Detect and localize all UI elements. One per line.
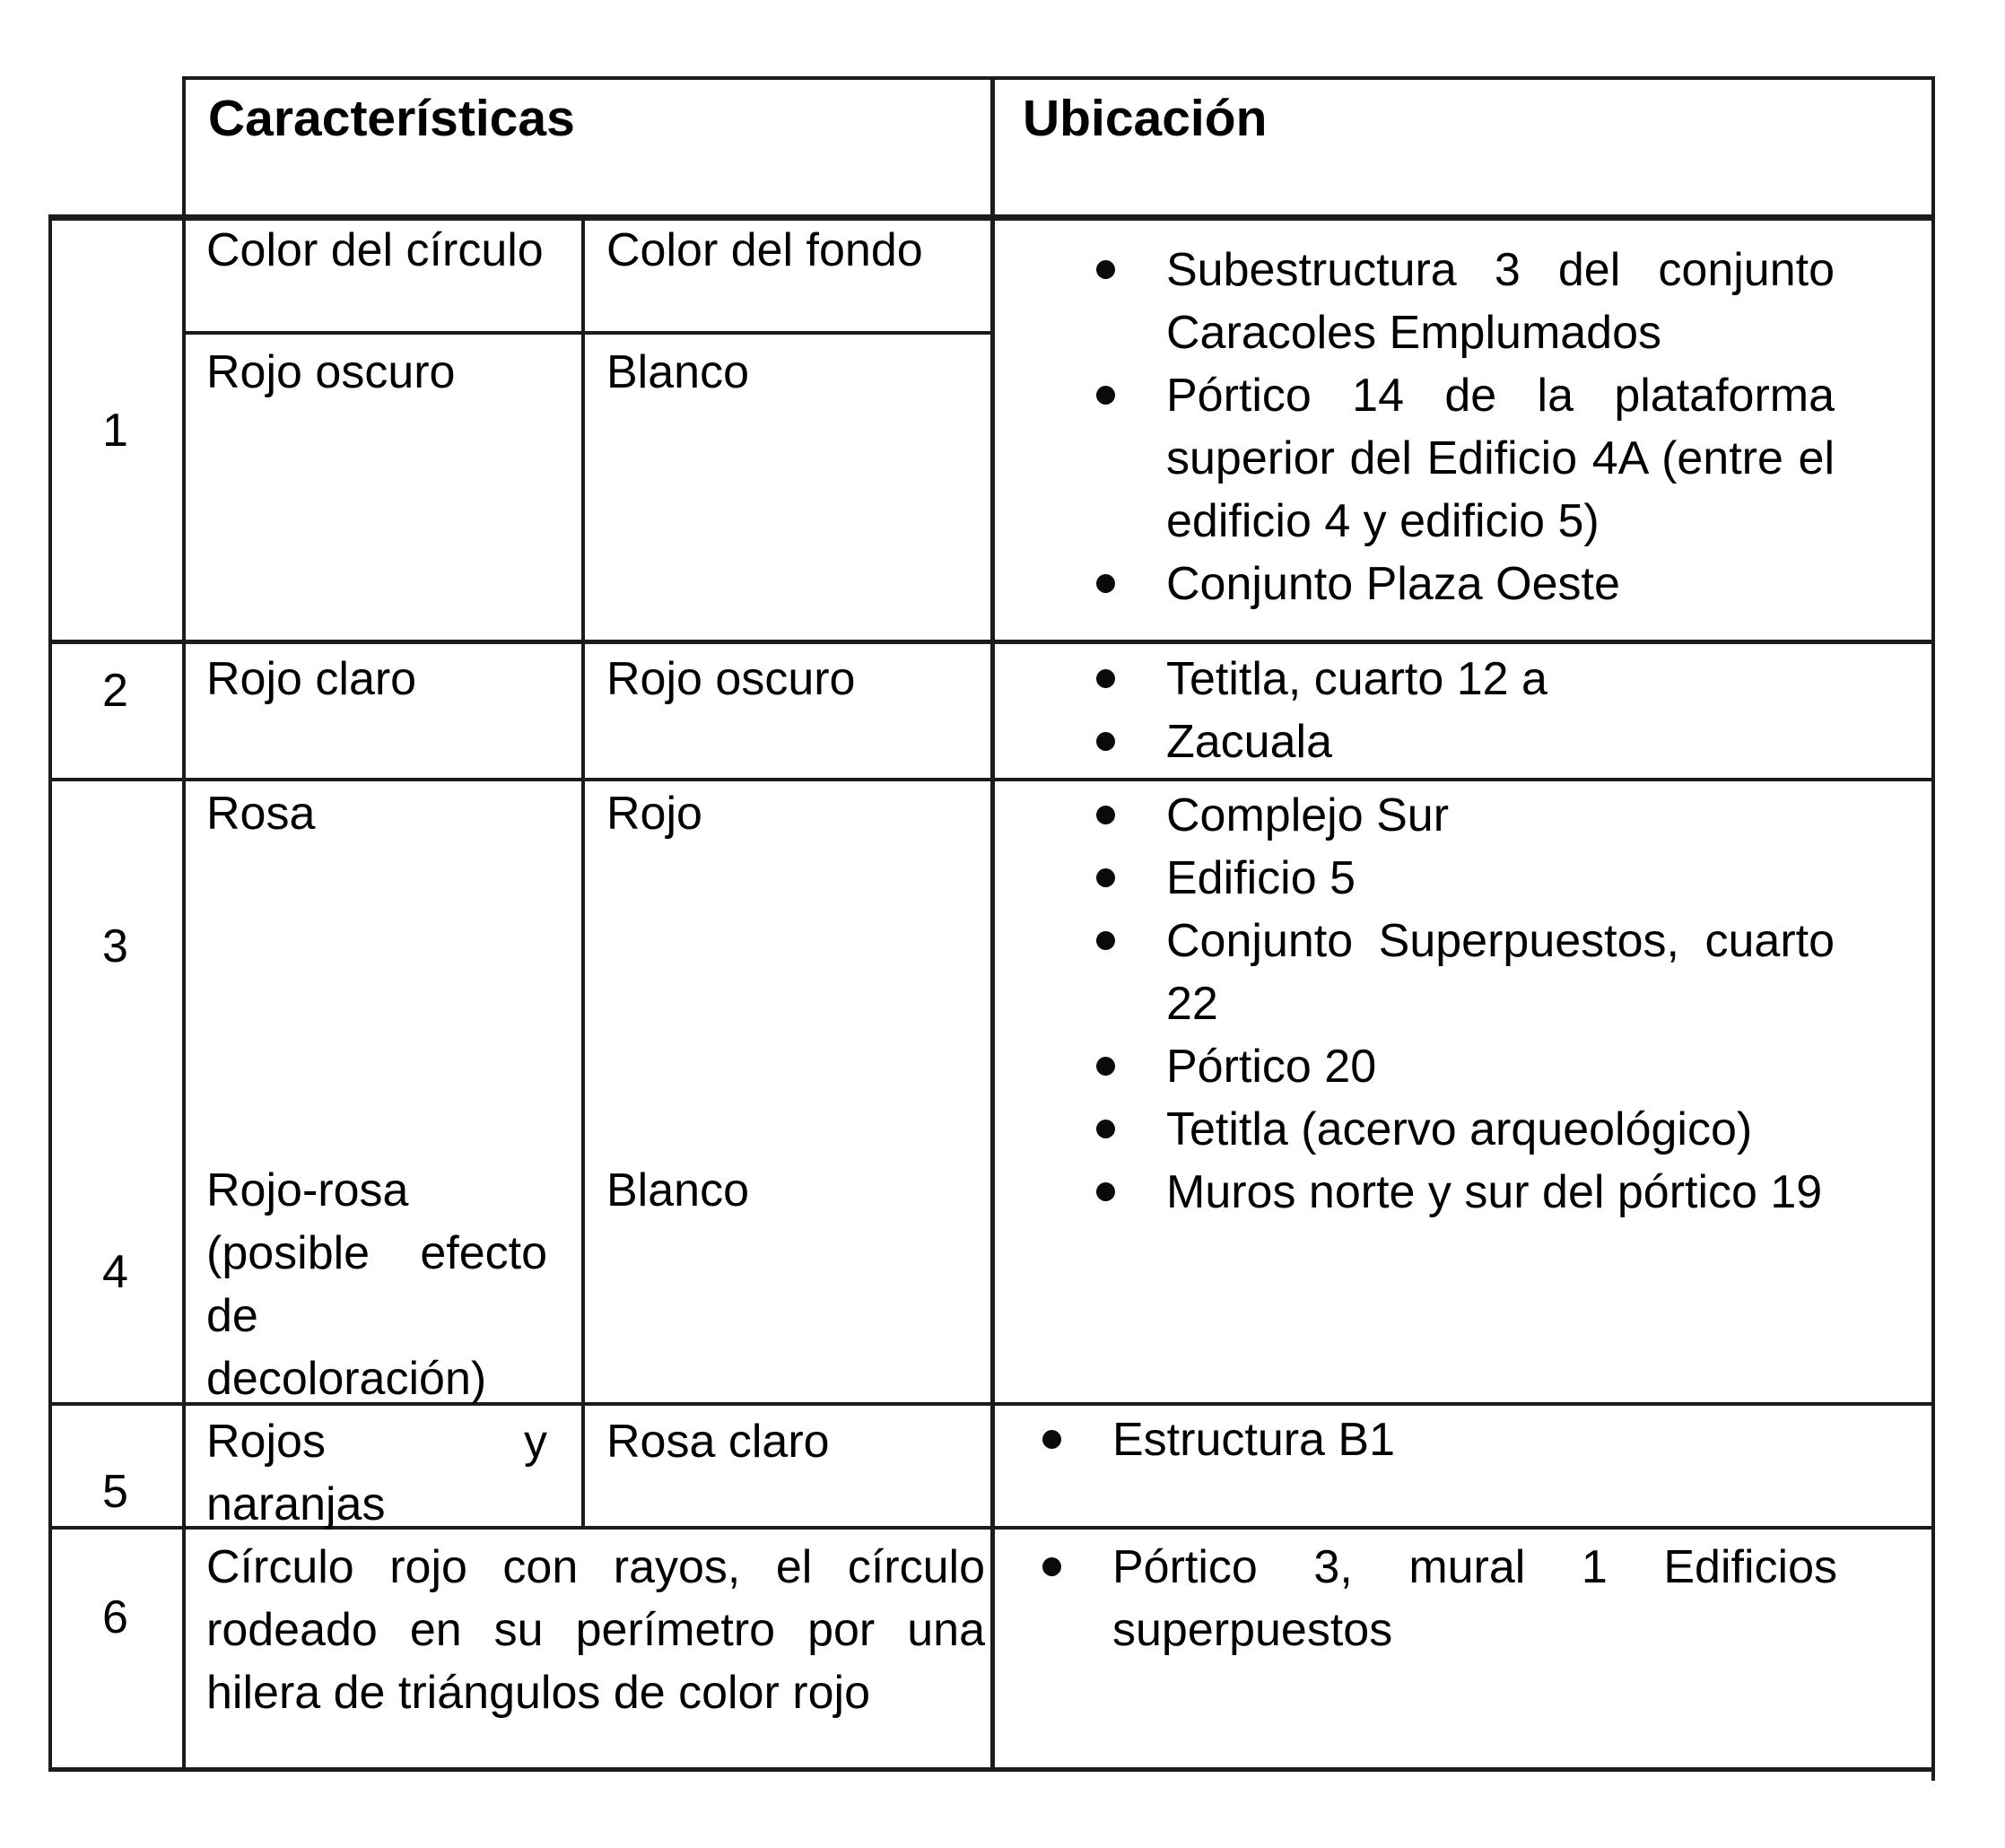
subheader-circle-color: Color del círculo xyxy=(206,224,544,276)
subheader-background-color: Color del fondo xyxy=(606,224,923,276)
row6-location-list xyxy=(1041,1536,1837,1661)
bullet-icon xyxy=(1096,1057,1115,1076)
list-item xyxy=(1094,710,1835,773)
bullet-icon xyxy=(1096,260,1115,279)
list-item xyxy=(1094,847,1835,910)
row3-circle-color: Rosa xyxy=(206,788,316,840)
table-border-top xyxy=(182,76,1935,80)
bullet-icon xyxy=(1096,669,1115,688)
bullet-icon xyxy=(1096,1182,1115,1201)
row-number-6: 6 xyxy=(102,1591,128,1643)
location-text: Estructura B1 xyxy=(1112,1414,1396,1466)
row2-location-list xyxy=(1094,648,1835,773)
ubicacion-column-divider xyxy=(990,76,995,1772)
location-text: Muros norte y sur del pórtico 19 xyxy=(1166,1166,1823,1218)
bullet-icon xyxy=(1096,931,1115,950)
bullet-icon xyxy=(1096,386,1115,405)
row6-characteristic: Círculo rojo con rayos, el círculo rodeado en su perímetro por una hilera de triángulos de color rojo xyxy=(206,1541,985,1719)
row1-location-list xyxy=(1094,239,1835,615)
row3-4-location-list xyxy=(1094,784,1835,1224)
location-text: Subestructura 3 del conjunto Caracoles Emplumados xyxy=(1166,244,1835,359)
bullet-icon xyxy=(1096,732,1115,751)
row1-background-color: Blanco xyxy=(606,346,749,398)
bullet-icon xyxy=(1042,1430,1061,1449)
list-item xyxy=(1041,1408,1837,1471)
location-text: Pórtico 3, mural 1 Edificios superpuestos xyxy=(1112,1541,1837,1656)
row2-background-color: Rojo oscuro xyxy=(606,653,856,705)
list-item xyxy=(1094,648,1835,710)
row-number-2: 2 xyxy=(102,665,128,717)
location-text: Zacuala xyxy=(1166,716,1332,768)
list-item xyxy=(1094,1161,1835,1224)
bullet-icon xyxy=(1096,574,1115,593)
location-text: Edificio 5 xyxy=(1166,852,1356,904)
location-text: Pórtico 14 de la plataforma superior del Edificio 4A (entre el edificio 4 y edificio 5) xyxy=(1166,370,1835,547)
row-number-3: 3 xyxy=(102,920,128,972)
row4-background-color: Blanco xyxy=(606,1164,749,1216)
location-text: Pórtico 20 xyxy=(1166,1041,1377,1093)
row-number-5: 5 xyxy=(102,1466,128,1518)
list-item xyxy=(1094,784,1835,847)
table-border-right xyxy=(1931,76,1935,1781)
header-caracteristicas: Características xyxy=(208,90,575,147)
bullet-icon xyxy=(1096,806,1115,824)
row2-circle-color: Rojo claro xyxy=(206,653,417,705)
row1-circle-color: Rojo oscuro xyxy=(206,346,456,398)
header-ubicacion: Ubicación xyxy=(1023,90,1268,147)
bullet-icon xyxy=(1096,868,1115,887)
location-text: Conjunto Plaza Oeste xyxy=(1166,558,1620,610)
row3-background-color: Rojo xyxy=(606,788,702,840)
location-text: Complejo Sur xyxy=(1166,789,1450,841)
location-text: Tetitla (acervo arqueológico) xyxy=(1166,1103,1753,1155)
list-item xyxy=(1094,364,1835,553)
row4-circle-color: Rojo-rosa (posible efecto de decoloración) xyxy=(206,1164,547,1405)
list-item xyxy=(1041,1536,1837,1661)
row-number-1: 1 xyxy=(102,405,128,457)
list-item xyxy=(1094,1035,1835,1098)
row5-location-list xyxy=(1041,1408,1837,1471)
location-text: Conjunto Superpuestos, cuarto 22 xyxy=(1166,915,1835,1030)
row-number-4: 4 xyxy=(102,1246,128,1298)
bullet-icon xyxy=(1096,1120,1115,1138)
location-text: Tetitla, cuarto 12 a xyxy=(1166,653,1547,705)
bullet-icon xyxy=(1042,1557,1061,1576)
subheader-divider xyxy=(182,331,993,335)
number-column-divider xyxy=(182,76,186,1772)
list-item xyxy=(1094,910,1835,1035)
row5-circle-color: Rojos y naranjas xyxy=(206,1416,547,1530)
row5-background-color: Rosa claro xyxy=(606,1416,830,1468)
characteristics-column-divider xyxy=(581,214,585,1530)
list-item xyxy=(1094,239,1835,364)
list-item xyxy=(1094,553,1835,615)
list-item xyxy=(1094,1098,1835,1161)
